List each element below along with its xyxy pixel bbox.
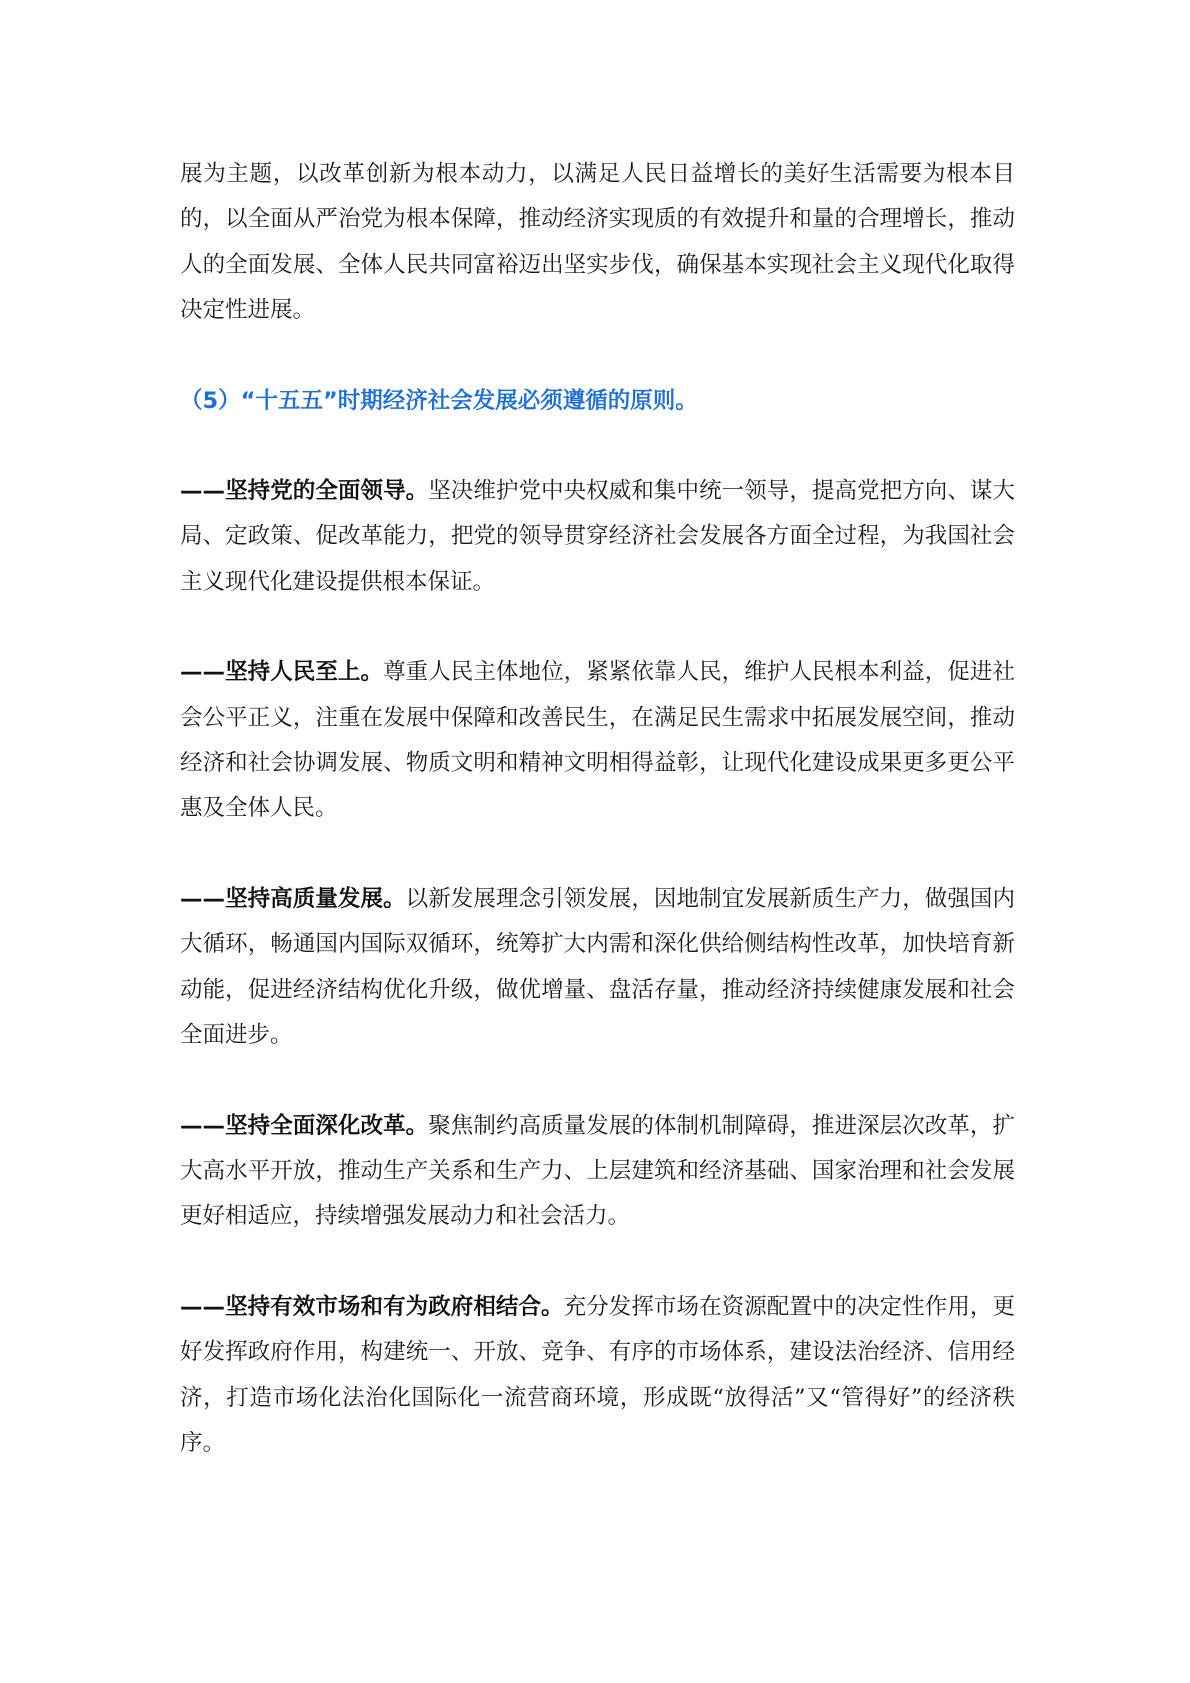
principle-lead: ——坚持有效市场和有为政府相结合。 bbox=[180, 1293, 564, 1320]
principle-paragraph-5 bbox=[180, 1285, 1015, 1467]
principle-text: 坚决维护党中央权威和集中统一领导，提高党把方向、谋大局、定政策、促改革能力，把党的领导贯穿经济社会发展各方面全过程，为我国社会主义现代化建设提供根本保证。 bbox=[180, 478, 1015, 595]
principle-text: 聚焦制约高质量发展的体制机制障碍，推进深层次改革，扩大高水平开放，推动生产关系和生产力、上层建筑和经济基础、国家治理和社会发展更好相适应，持续增强发展动力和社会活力。 bbox=[180, 1112, 1015, 1230]
principle-paragraph-3 bbox=[180, 877, 1015, 1059]
principle-lead: ——坚持人民至上。 bbox=[180, 659, 384, 686]
principle-text: 以新发展理念引领发展，因地制宜发展新质生产力，做强国内大循环，畅通国内国际双循环，统筹扩大内需和深化供给侧结构性改革，加快培育新动能，促进经济结构优化升级，做优增量、盘活存量，推动经济持续健康发展和社会全面进步。 bbox=[180, 885, 1015, 1049]
principle-paragraph-1 bbox=[180, 469, 1015, 605]
principle-lead: ——坚持党的全面领导。 bbox=[180, 478, 429, 505]
spacer bbox=[180, 1240, 1015, 1285]
principle-paragraph-2 bbox=[180, 650, 1015, 832]
principle-text: 尊重人民主体地位，紧紧依靠人民，维护人民根本利益，促进社会公平正义，注重在发展中保障和改善民生，在满足民生需求中拓展发展空间，推动经济和社会协调发展、物质文明和精神文明相得益彰，让现代化建设成果更多更公平惠及全体人民。 bbox=[180, 659, 1015, 822]
document-body bbox=[180, 152, 1015, 1466]
principle-lead: ——坚持全面深化改革。 bbox=[180, 1112, 429, 1139]
principle-text: 充分发挥市场在资源配置中的决定性作用，更好发挥政府作用，构建统一、开放、竞争、有序的市场体系，建设法治经济、信用经济，打造市场化法治化国际化一流营商环境，形成既“放得活”又“管得好”的经济秩序。 bbox=[180, 1293, 1015, 1456]
principle-paragraph-4 bbox=[180, 1104, 1015, 1240]
spacer bbox=[180, 334, 1015, 379]
principle-lead: ——坚持高质量发展。 bbox=[180, 885, 406, 912]
spacer bbox=[180, 424, 1015, 469]
section-heading: （5）“十五五”时期经济社会发展必须遵循的原则。 bbox=[180, 387, 698, 414]
intro-paragraph: 展为主题，以改革创新为根本动力，以满足人民日益增长的美好生活需要为根本目的，以全面从严治党为根本保障，推动经济实现质的有效提升和量的合理增长，推动人的全面发展、全体人民共同富裕迈出坚实步伐，确保基本实现社会主义现代化取得决定性进展。 bbox=[180, 161, 1015, 324]
spacer bbox=[180, 1059, 1015, 1104]
spacer bbox=[180, 605, 1015, 650]
spacer bbox=[180, 832, 1015, 877]
